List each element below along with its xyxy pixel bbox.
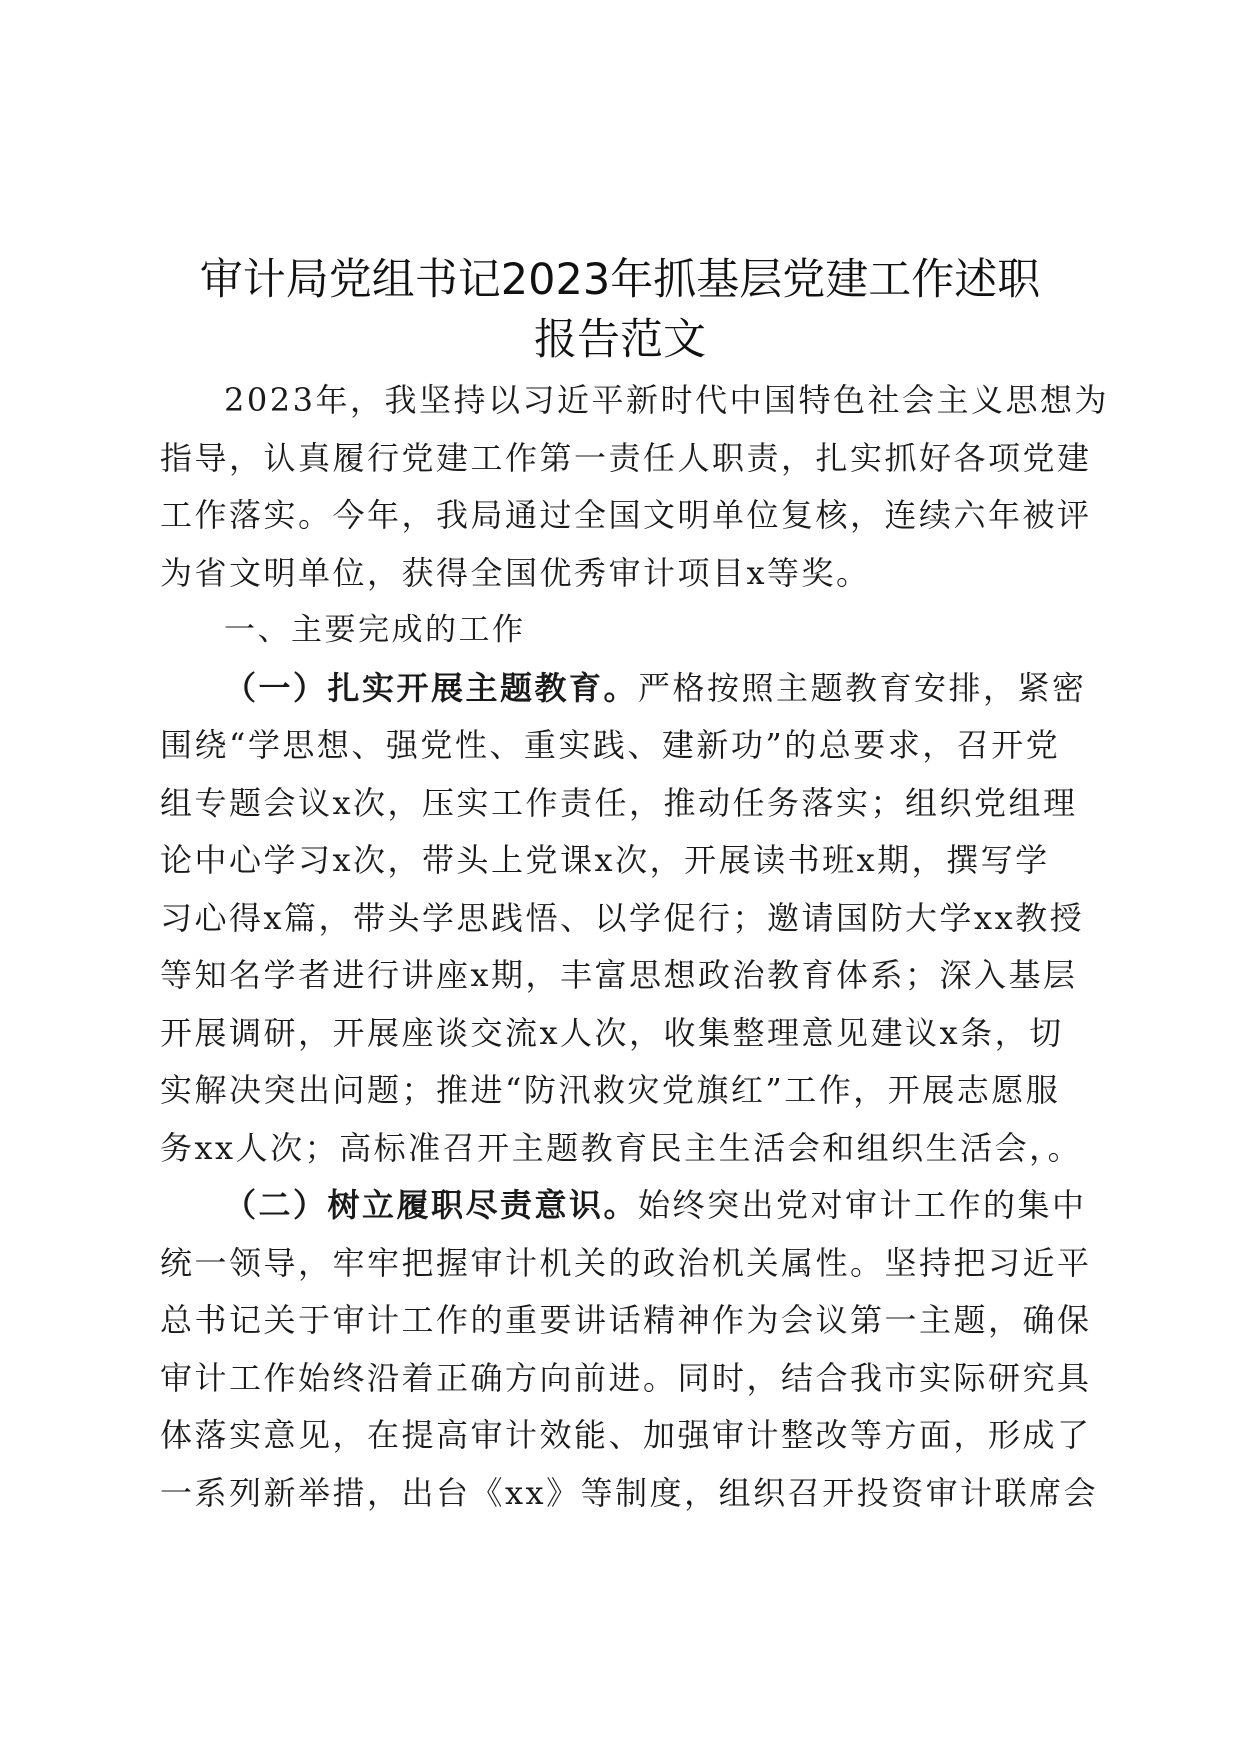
item2-line: 总书记关于审计工作的重要讲话精神作为会议第一主题，确保: [160, 1301, 1092, 1339]
item2-first-line: [160, 1177, 1087, 1235]
item2-lead: （二）树立履职尽责意识。: [224, 1186, 639, 1224]
intro-line: 指导，认真履行党建工作第一责任人职责，扎实抓好各项党建: [160, 438, 1092, 477]
item1-line: 实解决突出问题；推进“防汛救灾党旗红”工作，开展志愿服: [160, 1071, 1061, 1109]
intro-line: 工作落实。今年，我局通过全国文明单位复核，连续六年被评: [160, 496, 1092, 534]
intro-line: 为省文明单位，获得全国优秀审计项目x等奖。: [160, 553, 871, 592]
item2-first-rest: 始终突出党对审计工作的集中: [638, 1186, 1087, 1224]
item1-line: 论中心学习x次，带头上党课x次，开展读书班x期，撰写学: [160, 841, 1050, 879]
item1-line: 围绕“学思想、强党性、重实践、建新功”的总要求，召开党: [160, 726, 1061, 764]
section-heading: 一、主要完成的工作: [224, 612, 526, 648]
item1-first-rest: 严格按照主题教育安排，紧密: [638, 668, 1087, 707]
item1-line: 习心得x篇，带头学思践悟、以学促行；邀请国防大学xx教授: [160, 898, 1085, 937]
item2-line: 统一领导，牢牢把握审计机关的政治机关属性。坚持把习近平: [160, 1243, 1092, 1282]
item2-line: 体落实意见，在提高审计效能、加强审计整改等方面，形成了: [160, 1416, 1092, 1454]
document-title-line-1: 审计局党组书记2023年抓基层党建工作述职: [199, 255, 1041, 305]
document-body: [160, 372, 1109, 1522]
item1-first-line: [160, 660, 1087, 718]
item2-line: 一系列新举措，出台《xx》等制度，组织召开投资审计联席会: [160, 1473, 1099, 1512]
item1-line: 组专题会议x次，压实工作责任，推动任务落实；组织党组理: [160, 783, 1078, 822]
document-title-line-2: 报告范文: [534, 315, 706, 365]
intro-line: 2023年，我坚持以习近平新时代中国特色社会主义思想为: [224, 381, 1109, 419]
item1-lead: （一）扎实开展主题教育。: [224, 668, 639, 707]
item2-line: 审计工作始终沿着正确方向前进。同时，结合我市实际研究具: [160, 1358, 1092, 1397]
item1-line: 开展调研，开展座谈交流x人次，收集整理意见建议x条，切: [160, 1013, 1064, 1052]
item1-line: 务xx人次；高标准召开主题教育民主生活会和组织生活会，。: [160, 1128, 1083, 1167]
item1-line: 等知名学者进行讲座x期，丰富思想政治教育体系；深入基层: [160, 956, 1078, 994]
